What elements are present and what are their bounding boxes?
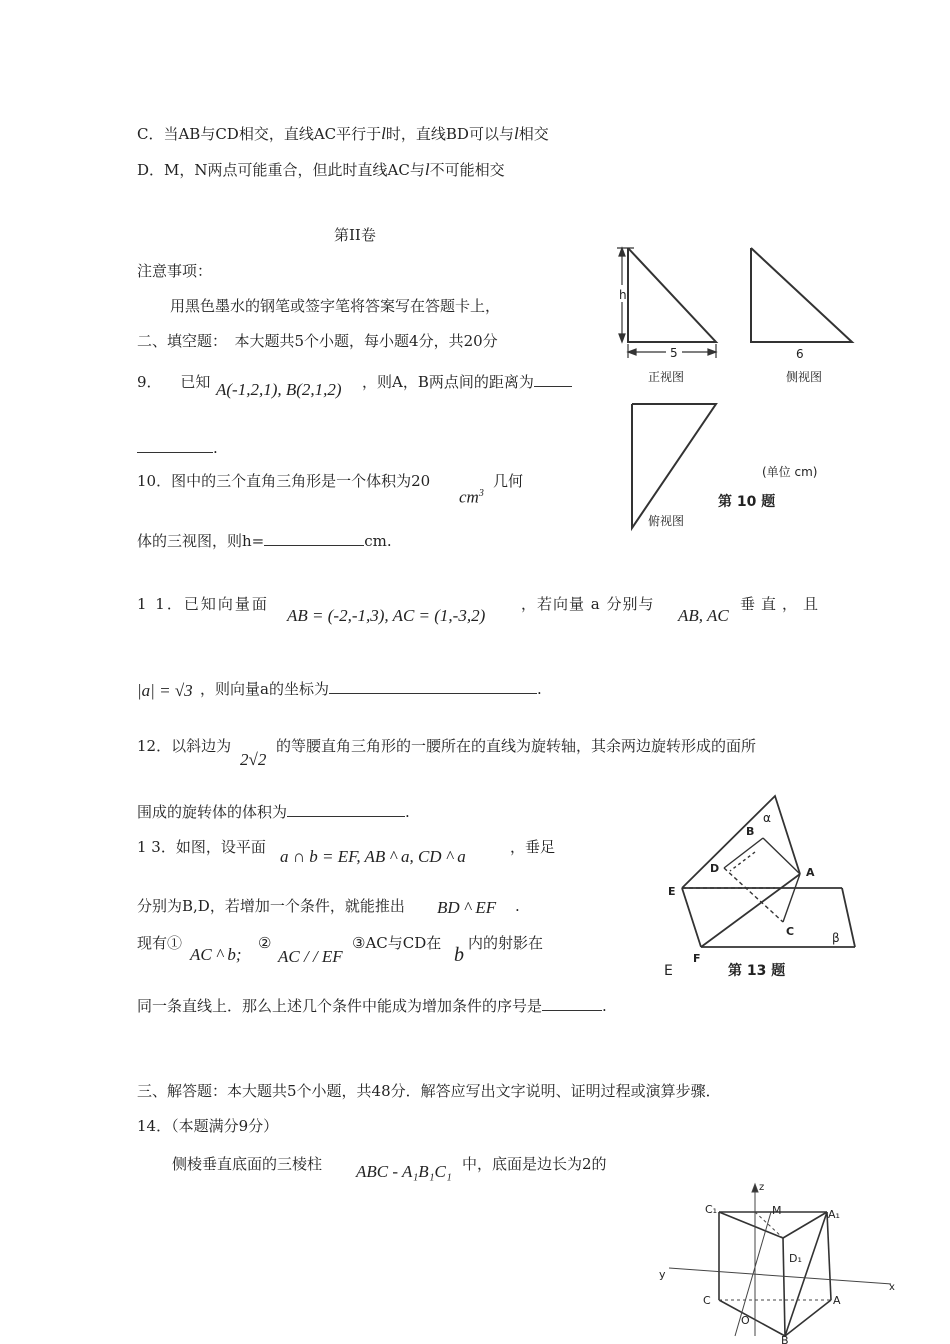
q10-line2-end: cm. xyxy=(364,532,392,550)
q9-pre: 已知 xyxy=(180,373,211,391)
q11-mid: ，若向量 a 分别与 xyxy=(521,595,655,613)
z-axis-label: z xyxy=(759,1182,765,1193)
point-d1-label: D₁ xyxy=(789,1252,802,1265)
figure-14-prism xyxy=(655,1176,900,1344)
question-13: 1 3．如图，设平面 xyxy=(137,838,266,856)
q13-planes-formula: a ∩ b = EF, AB ^ a, CD ^ a xyxy=(280,847,466,866)
prism-edges xyxy=(719,1212,831,1336)
point-a-label: A xyxy=(833,1294,841,1307)
point-b-label: B xyxy=(746,825,755,838)
point-a1-label: A₁ xyxy=(828,1208,840,1221)
side-view-caption: 侧视图 xyxy=(786,370,823,384)
q8-option-d xyxy=(137,160,505,180)
q8-option-c-end: 相交 xyxy=(518,125,549,143)
figure-10-title: 第 10 题 xyxy=(718,494,776,510)
answer-blank xyxy=(264,531,364,546)
q11-line2 xyxy=(200,679,542,699)
point-e-duplicate-label: E xyxy=(664,963,673,979)
q12-text-end: 的等腰直角三角形的一腰所在的直线为旋转轴，其余两边旋转形成的面所 xyxy=(276,737,757,755)
q13-condition-3-end: 内的射影在 xyxy=(468,934,544,952)
point-b-label: B xyxy=(781,1334,789,1344)
q13-line4-end: . xyxy=(602,997,607,1015)
notice-text: 用黑色墨水的钢笔或签字笔将答案写在答题卡上， xyxy=(170,297,501,315)
front-view-caption: 正视图 xyxy=(648,370,685,384)
q12-line2-end: . xyxy=(405,803,410,821)
line-l-symbol: l xyxy=(424,160,430,179)
y-axis-label: y xyxy=(659,1268,666,1281)
question-14-text-end: 中，底面是边长为2的 xyxy=(462,1155,607,1173)
q9-points-formula: A(-1,2,1), B(2,1,2) xyxy=(216,380,342,399)
point-c1-label: C₁ xyxy=(705,1203,718,1216)
q10-line2-text: 体的三视图，则h= xyxy=(137,532,265,550)
q13-line3: 现有① xyxy=(137,934,183,952)
q13-line4-text: 同一条直线上．那么上述几个条件中能成为增加条件的序号是 xyxy=(137,997,543,1015)
line-l-symbol: l xyxy=(381,124,386,143)
q10-text: 10．图中的三个直角三角形是一个体积为20 xyxy=(137,472,431,490)
line-l-symbol: l xyxy=(513,124,519,143)
q13-condition-2-marker: ② xyxy=(258,934,272,952)
q13-condition-3-text: ③AC与CD在 xyxy=(352,934,442,952)
q8-option-c-mid: 时，直线BD可以与 xyxy=(385,125,514,143)
q12-line2 xyxy=(137,802,410,822)
q13-condition-2: AC / / EF xyxy=(278,947,343,966)
q11-line2-end: . xyxy=(536,680,542,698)
point-a-label: A xyxy=(806,866,815,879)
point-c-label: C xyxy=(786,925,795,938)
solution-section-heading: 三、解答题：本大题共5个小题，共48分．解答应写出文字说明、证明过程或演算步骤． xyxy=(137,1082,721,1100)
part2-title: 第II卷 xyxy=(334,226,376,244)
unit-label: (单位 cm) xyxy=(762,465,818,479)
q9-number: 9． xyxy=(137,373,162,391)
q13-bd-ef-formula: BD ^ EF xyxy=(437,898,497,917)
answer-blank xyxy=(534,372,572,387)
point-f-label: F xyxy=(693,952,701,965)
q13-text-end: ，垂足 xyxy=(510,838,556,856)
q8-option-d-end: 不可能相交 xyxy=(429,161,505,179)
fill-in-section-heading: 二、填空题： 本大题共5个小题，每小题4分，共20分 xyxy=(137,332,498,350)
q13-plane-b: b xyxy=(454,944,464,966)
q9-post-text: ，则A，B两点间的距离为 xyxy=(362,373,534,391)
answer-blank xyxy=(329,679,537,694)
top-view-caption: 俯视图 xyxy=(648,514,685,528)
q10-unit-cm: cm xyxy=(459,487,479,507)
q10-unit xyxy=(459,484,484,508)
figure-10-three-views xyxy=(608,240,870,540)
q11-vectors-formula: AB = (-2,-1,3), AC = (1,-3,2) xyxy=(287,606,486,625)
answer-blank xyxy=(287,802,405,817)
q11-line2-text: ，则向量a的坐标为 xyxy=(200,680,329,698)
h-label: h xyxy=(619,288,627,302)
question-11: 1 1．已知向量面 xyxy=(137,595,269,613)
side-view xyxy=(751,248,852,342)
q13-condition-1: AC ^ b; xyxy=(190,945,242,964)
alpha-label: α xyxy=(763,811,771,825)
q9-blank-line xyxy=(137,438,218,458)
question-9 xyxy=(137,372,210,392)
point-e-label: E xyxy=(668,885,676,898)
front-view xyxy=(628,248,716,342)
point-o-label: O xyxy=(741,1314,750,1327)
question-12: 12．以斜边为 xyxy=(137,737,232,755)
q8-option-c xyxy=(137,124,549,144)
beta-label: β xyxy=(832,931,840,945)
q13-line4 xyxy=(137,996,607,1016)
q11-end: 垂直，且 xyxy=(740,595,825,613)
figure-13-planes xyxy=(660,792,865,984)
q13-condition-3 xyxy=(352,933,441,953)
point-c-label: C xyxy=(703,1294,711,1307)
q8-option-c-text: C．当AB与CD相交，直线AC平行于 xyxy=(137,125,382,143)
width-6-label: 6 xyxy=(796,347,804,361)
q9-end: . xyxy=(213,439,218,457)
q10-unit-sup: 3 xyxy=(478,488,484,499)
question-10 xyxy=(137,471,430,491)
question-14-title: 14．（本题满分9分） xyxy=(137,1117,279,1135)
point-m-label: M xyxy=(772,1204,782,1217)
question-14-text: 侧棱垂直底面的三棱柱 xyxy=(172,1155,323,1173)
figure-13-title: 第 13 题 xyxy=(728,963,786,979)
q14-prism-formula: ABC - A₁B₁C₁ xyxy=(356,1162,452,1181)
answer-blank xyxy=(542,996,602,1011)
answer-blank xyxy=(137,438,213,453)
q13-line2: 分别为B,D，若增加一个条件，就能推出 xyxy=(137,897,405,915)
notice-heading: 注意事项： xyxy=(137,262,213,280)
q12-hypotenuse-formula: 2√2 xyxy=(240,750,267,769)
q13-line2-end: . xyxy=(515,897,520,915)
q11-magnitude-formula: |a| = √3 xyxy=(137,681,193,700)
q10-text-end: 几何 xyxy=(493,472,524,490)
perpendiculars xyxy=(682,838,800,922)
width-5-label: 5 xyxy=(670,346,678,360)
q10-line2 xyxy=(137,531,392,551)
q12-line2-text: 围成的旋转体的体积为 xyxy=(137,803,288,821)
top-view xyxy=(632,404,716,528)
q11-vectors-ab-ac: AB, AC xyxy=(678,606,729,625)
q8-option-d-text: D．M，N两点可能重合，但此时直线AC与 xyxy=(137,161,425,179)
point-d-label: D xyxy=(710,862,720,875)
x-axis-label: x xyxy=(889,1282,895,1293)
q9-post xyxy=(362,372,572,392)
